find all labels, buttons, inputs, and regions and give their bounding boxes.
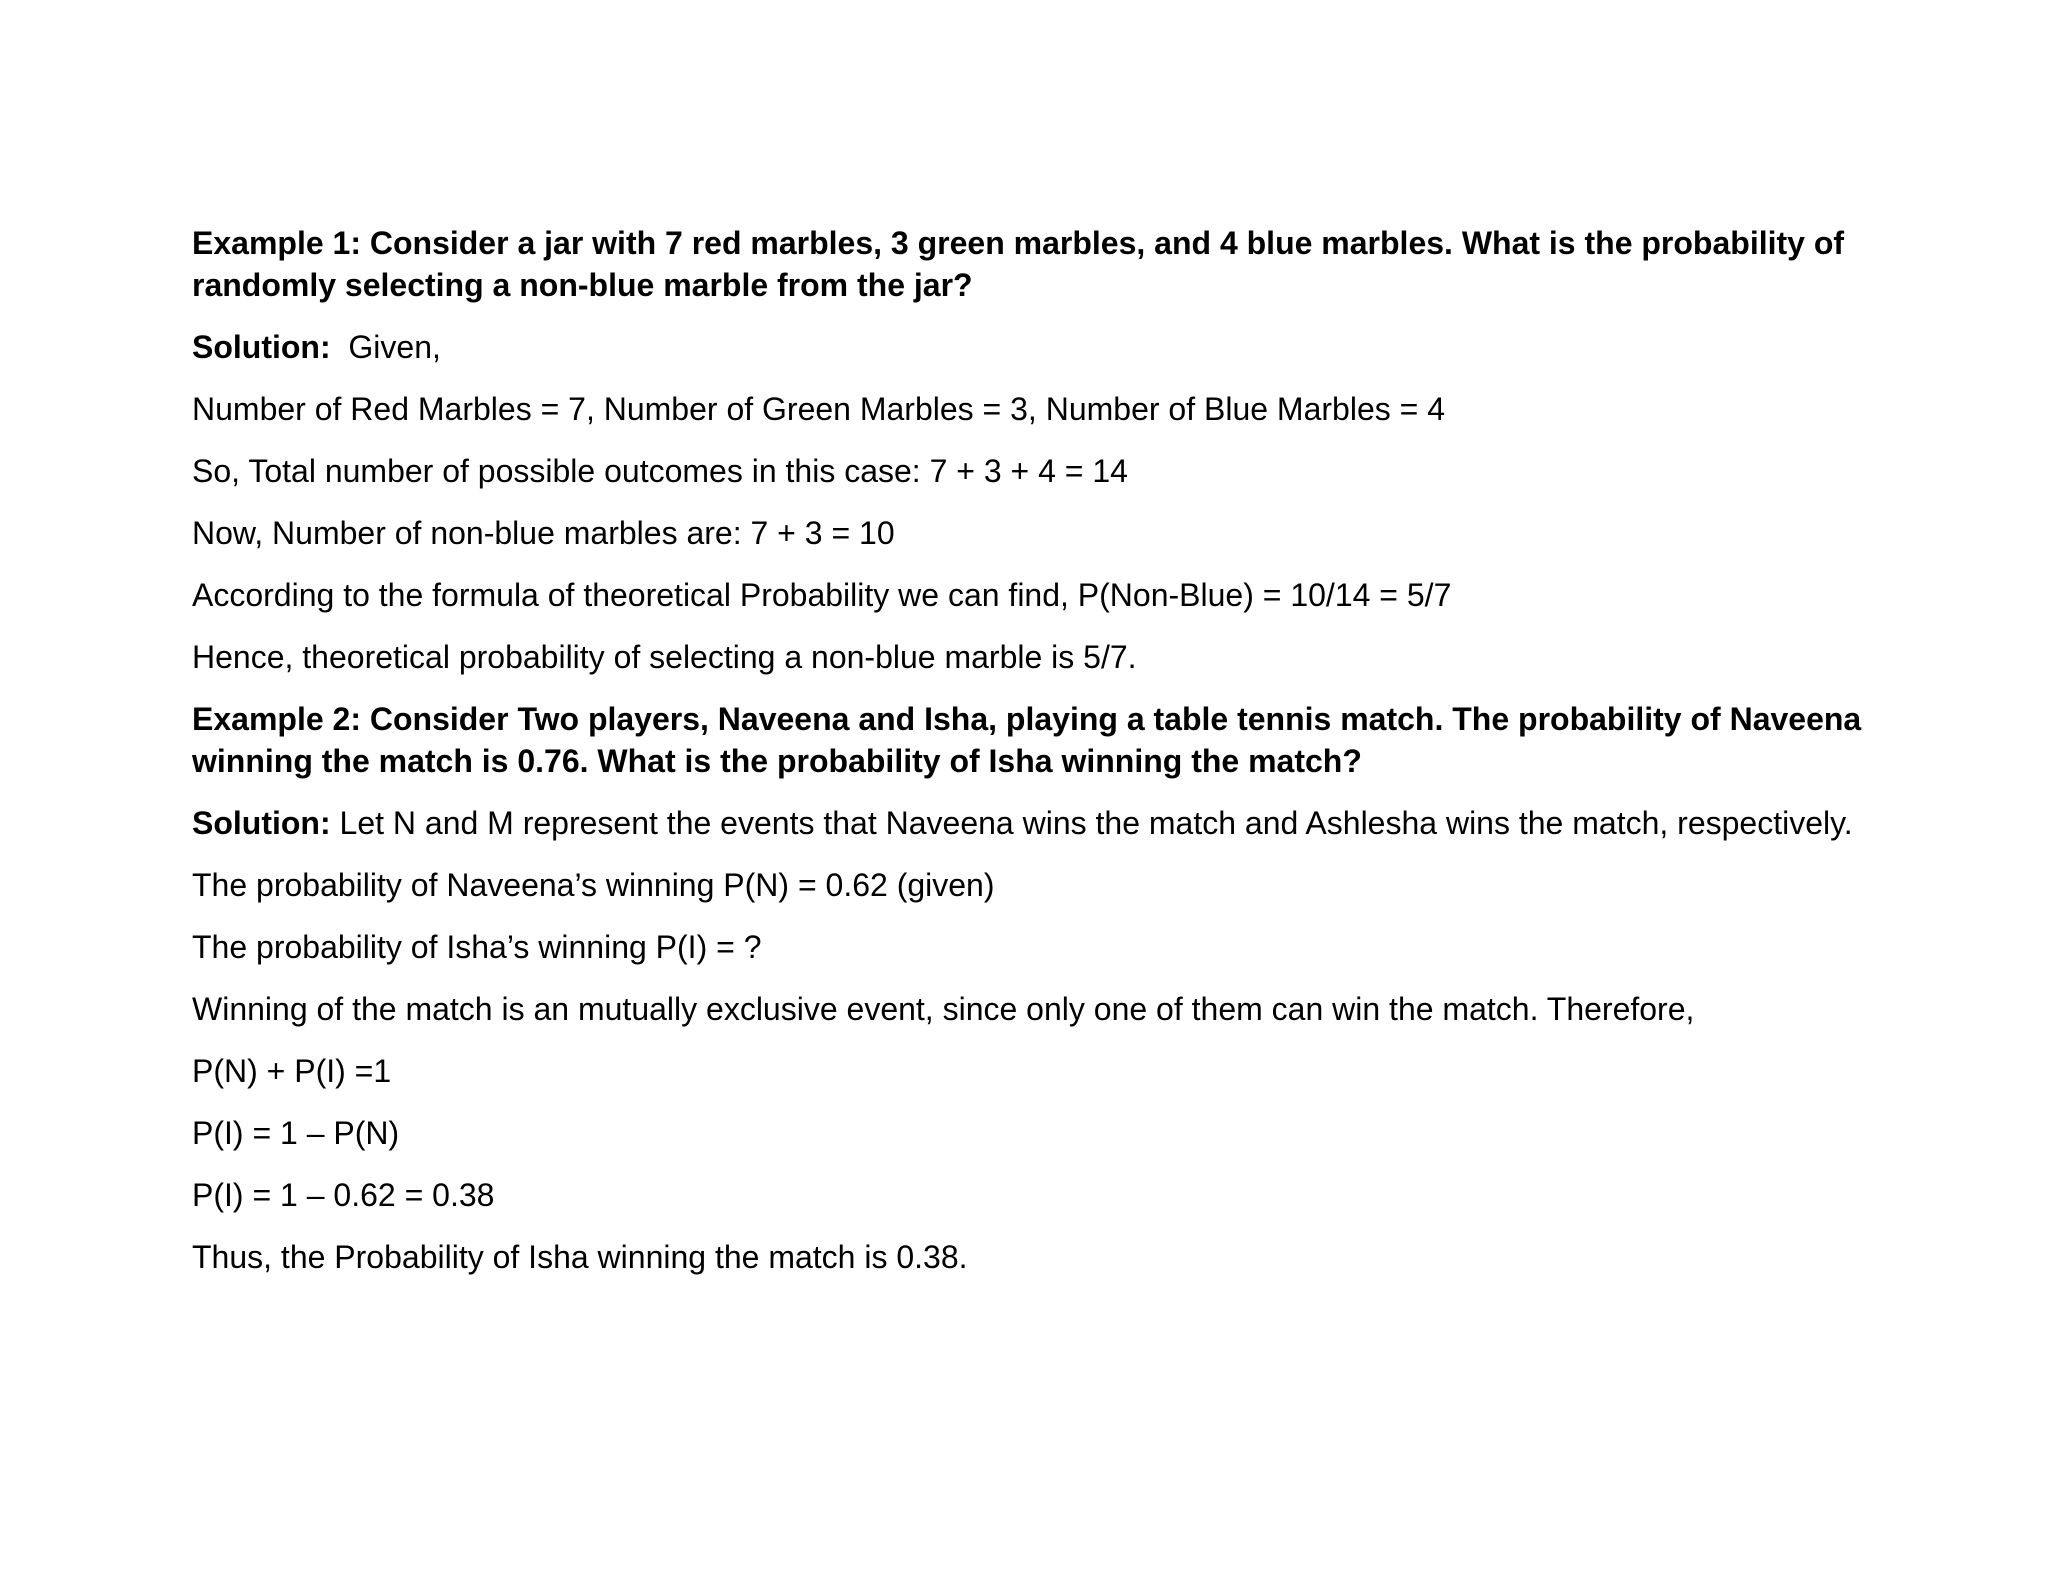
example-2-line: The probability of Isha’s winning P(I) = ? (192, 929, 762, 965)
example-1-question: Example 1: Consider a jar with 7 red marbles, 3 green marbles, and 4 blue marbles. What is the probability of randomly selecting a non-blue marble from the jar? (192, 225, 1845, 303)
document-page (192, 222, 1892, 1298)
example-2-line: Thus, the Probability of Isha winning the match is 0.38. (192, 1239, 968, 1275)
example-1-line: So, Total number of possible outcomes in this case: 7 + 3 + 4 = 14 (192, 453, 1128, 489)
solution-intro: Let N and M represent the events that Naveena wins the match and Ashlesha wins the match, respectively. (339, 805, 1853, 841)
solution-label: Solution: (192, 805, 331, 841)
example-2-line: Winning of the match is an mutually exclusive event, since only one of them can win the match. Therefore, (192, 991, 1695, 1027)
solution-intro: Given, (348, 329, 441, 365)
solution-label: Solution: (192, 329, 331, 365)
example-2-line: P(N) + P(I) =1 (192, 1053, 392, 1089)
example-2-line: P(I) = 1 – 0.62 = 0.38 (192, 1177, 495, 1213)
example-1-line: Hence, theoretical probability of selecting a non-blue marble is 5/7. (192, 639, 1137, 675)
example-1-line: According to the formula of theoretical Probability we can find, P(Non-Blue) = 10/14 = 5/7 (192, 577, 1452, 613)
example-1-line: Number of Red Marbles = 7, Number of Green Marbles = 3, Number of Blue Marbles = 4 (192, 391, 1445, 427)
example-2-question: Example 2: Consider Two players, Naveena and Isha, playing a table tennis match. The probability of Naveena winning the match is 0.76. What is the probability of Isha winning the match? (192, 701, 1862, 779)
example-2-line: P(I) = 1 – P(N) (192, 1115, 400, 1151)
example-1-solution (192, 326, 1892, 368)
example-1-line: Now, Number of non-blue marbles are: 7 + 3 = 10 (192, 515, 895, 551)
example-2-line: The probability of Naveena’s winning P(N) = 0.62 (given) (192, 867, 995, 903)
example-2-solution (192, 802, 1892, 844)
